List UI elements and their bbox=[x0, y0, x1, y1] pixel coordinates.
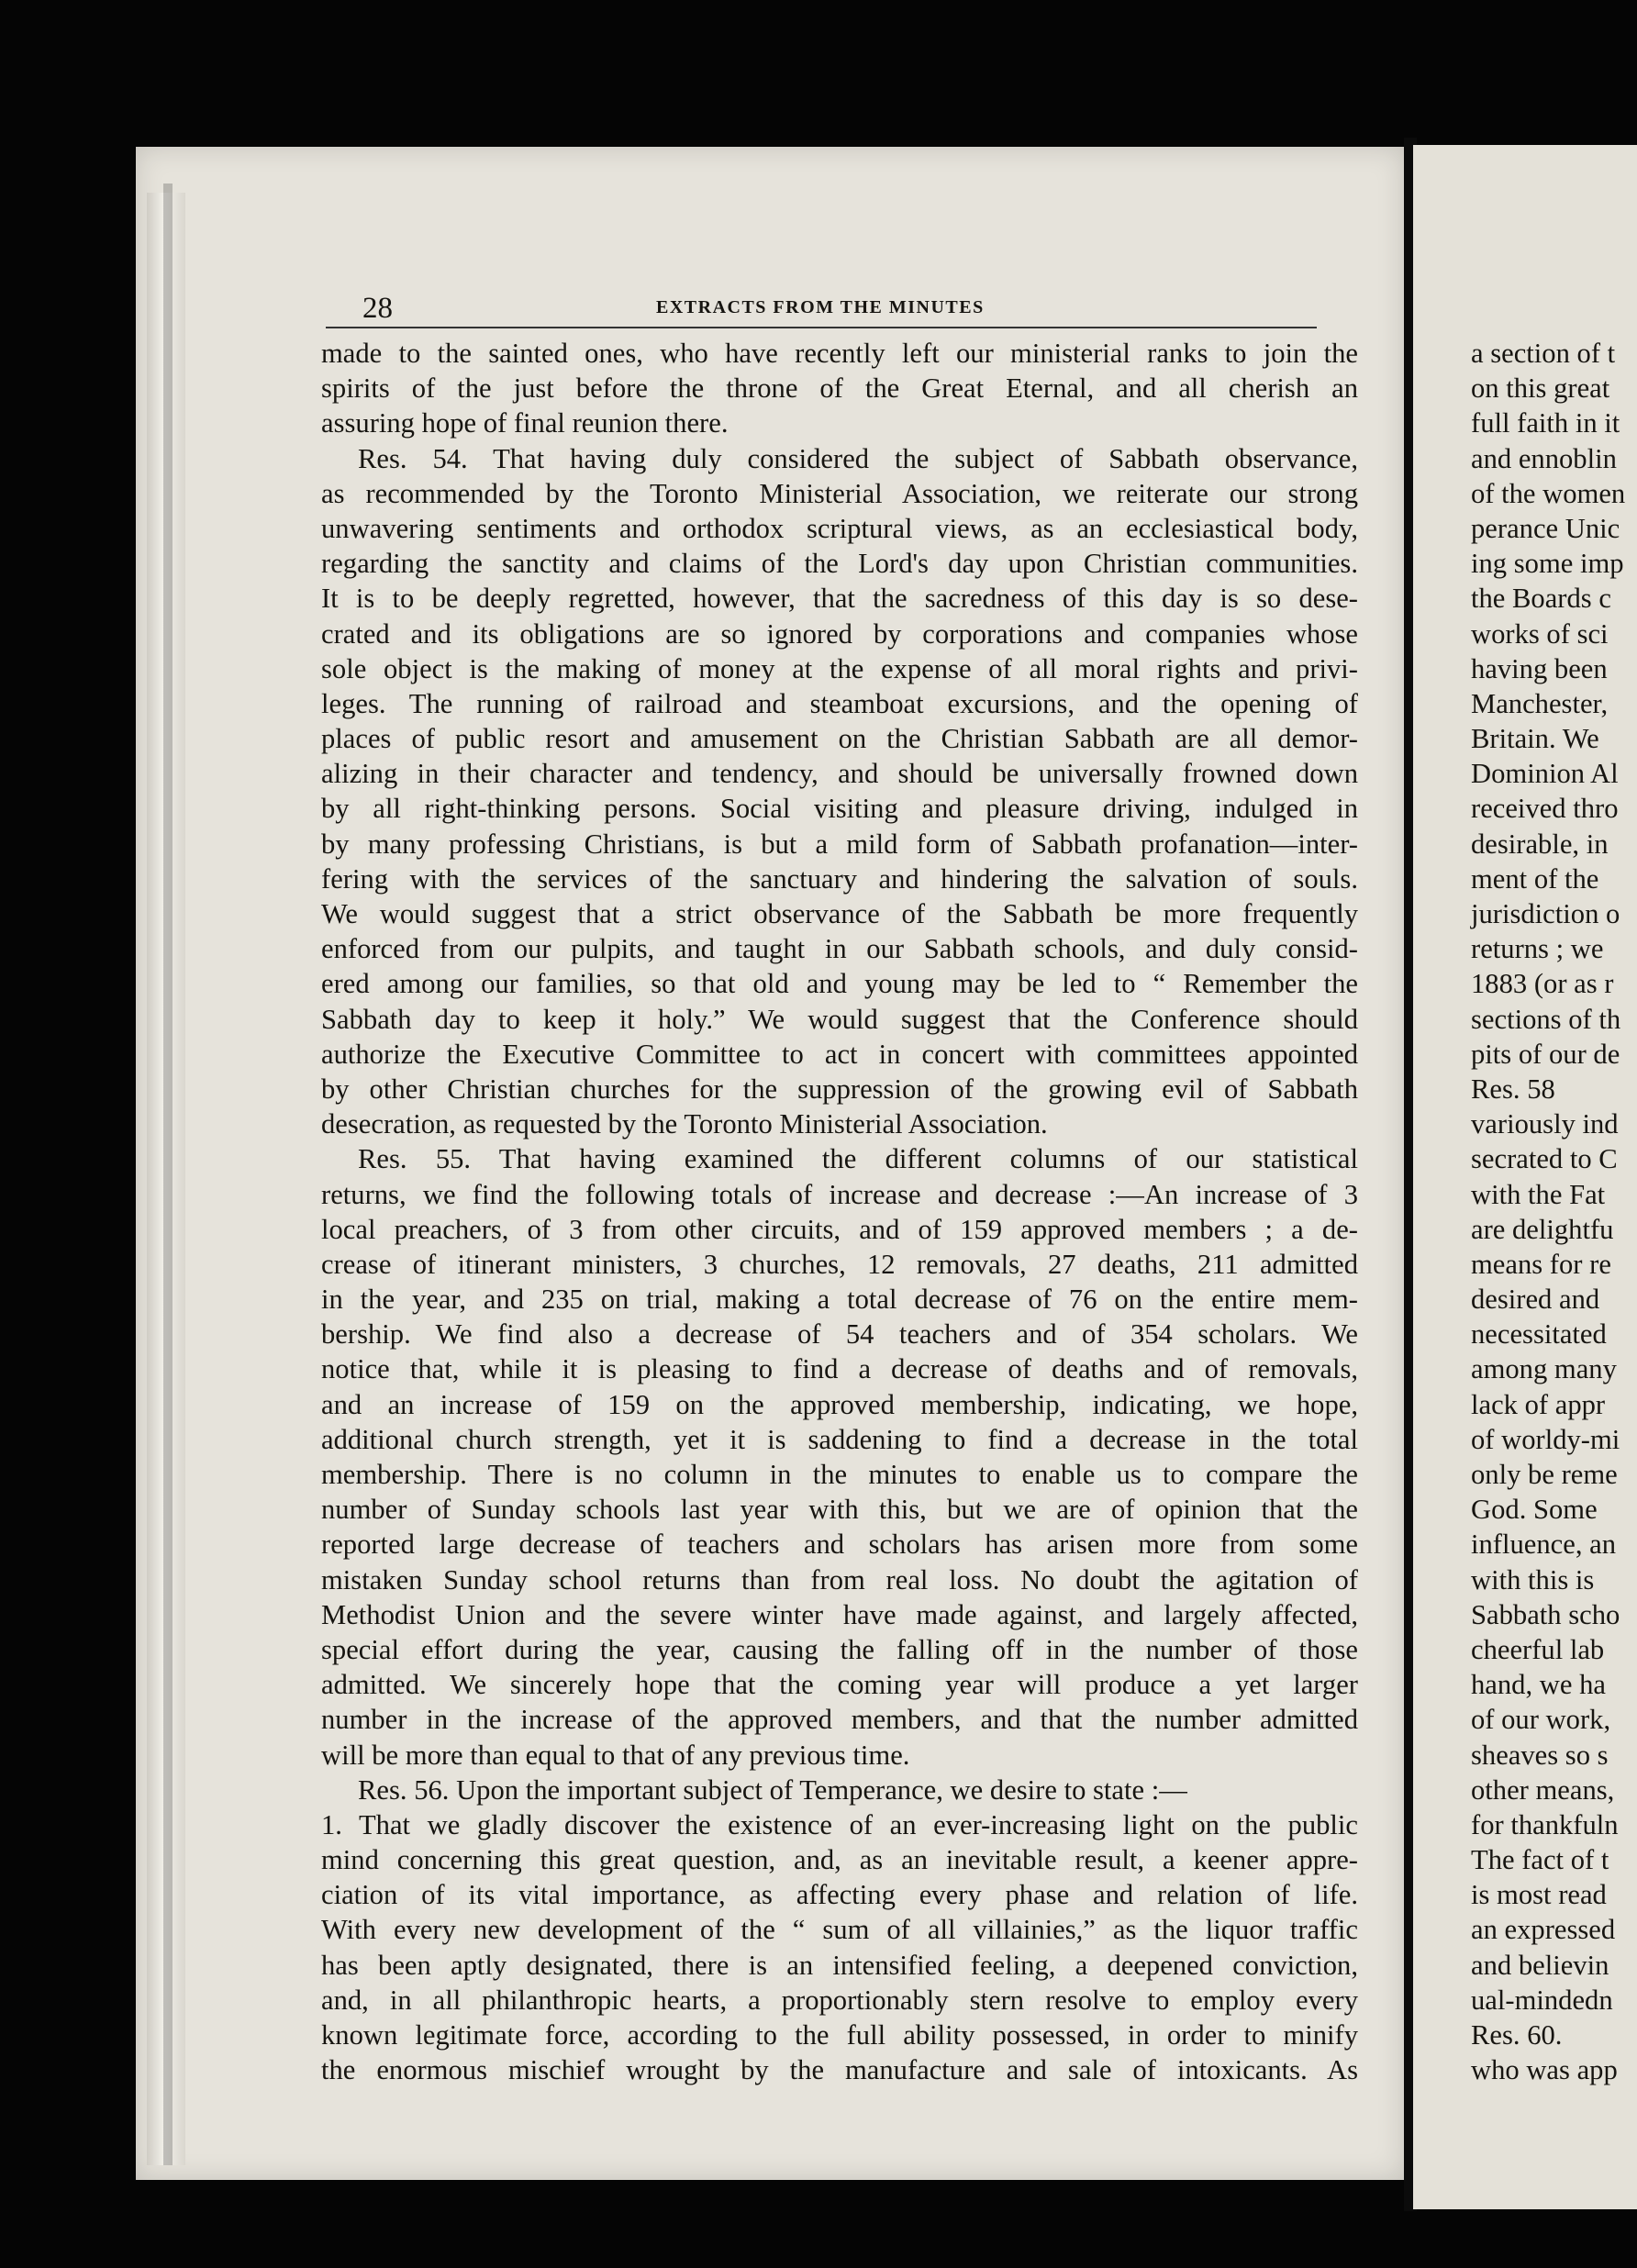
text-line: as recommended by the Toronto Ministerial Association, we reiterate our strong bbox=[321, 477, 1358, 509]
text-line: spirits of the just before the throne of the Great Eternal, and all cherish an bbox=[321, 372, 1358, 405]
right-text-line: Sabbath scho bbox=[1471, 1598, 1620, 1630]
text-line: number in the increase of the approved members, and that the number admitted bbox=[321, 1704, 1358, 1736]
text-line: With every new development of the “ sum of all villainies,” as the liquor traffic bbox=[321, 1914, 1358, 1946]
text-line: alizing in their character and tendency, and should be universally frowned down bbox=[321, 758, 1358, 790]
right-text-line: are delightfu bbox=[1471, 1213, 1614, 1245]
main-text-column bbox=[321, 336, 1358, 2087]
right-text-line: returns ; we bbox=[1471, 933, 1604, 965]
text-line: fering with the services of the sanctuary and hindering the salvation of souls. bbox=[321, 862, 1358, 895]
text-line: additional church strength, yet it is saddening to find a decrease in the total bbox=[321, 1423, 1358, 1455]
text-line: and, in all philanthropic hearts, a proportionably stern resolve to employ every bbox=[321, 1984, 1358, 2016]
right-text-line: other means, bbox=[1471, 1773, 1615, 1806]
right-text-line: variously ind bbox=[1471, 1108, 1619, 1140]
text-line: in the year, and 235 on trial, making a total decrease of 76 on the entire mem- bbox=[321, 1284, 1358, 1316]
right-text-line: is most read bbox=[1471, 1879, 1607, 1911]
text-line: assuring hope of final reunion there. bbox=[321, 407, 729, 439]
text-line: enforced from our pulpits, and taught in our Sabbath schools, and duly consid- bbox=[321, 933, 1358, 965]
right-text-line: God. Some bbox=[1471, 1494, 1598, 1526]
binding-shadow bbox=[163, 183, 173, 2165]
right-text-line: for thankfuln bbox=[1471, 1808, 1619, 1840]
right-text-line: on this great bbox=[1471, 372, 1610, 405]
right-text-line: pits of our de bbox=[1471, 1038, 1620, 1070]
right-text-line: received thro bbox=[1471, 793, 1619, 825]
right-text-line: lack of appr bbox=[1471, 1388, 1606, 1420]
page-header bbox=[362, 292, 1317, 328]
right-text-line: jurisdiction o bbox=[1471, 898, 1620, 929]
right-text-line: secrated to C bbox=[1471, 1143, 1618, 1175]
text-line: authorize the Executive Committee to act in concert with committees appointed bbox=[321, 1038, 1358, 1070]
right-text-line: cheerful lab bbox=[1471, 1633, 1605, 1665]
right-text-line: means for re bbox=[1471, 1248, 1611, 1280]
right-text-line: desired and bbox=[1471, 1284, 1600, 1316]
right-text-line: an expressed bbox=[1471, 1914, 1616, 1946]
right-text-line: who was app bbox=[1471, 2054, 1618, 2086]
header-rule bbox=[326, 327, 1317, 328]
text-line: reported large decrease of teachers and scholars has arisen more from some bbox=[321, 1529, 1358, 1561]
right-text-line: of worldy-mi bbox=[1471, 1423, 1620, 1455]
text-line: ciation of its vital importance, as affecting every phase and relation of life. bbox=[321, 1879, 1358, 1911]
right-text-line: of the women bbox=[1471, 477, 1626, 509]
text-line: Sabbath day to keep it holy.” We would suggest that the Conference should bbox=[321, 1003, 1358, 1035]
text-line: and an increase of 159 on the approved membership, indicating, we hope, bbox=[321, 1388, 1358, 1420]
text-line: will be more than equal to that of any previous time. bbox=[321, 1739, 910, 1771]
right-text-line: Britain. We bbox=[1471, 723, 1599, 755]
right-text-line: a section of t bbox=[1471, 338, 1616, 369]
right-text-line: ing some imp bbox=[1471, 548, 1624, 580]
right-text-line: ment of the bbox=[1471, 862, 1599, 895]
text-line: returns, we find the following totals of increase and decrease :—An increase of 3 bbox=[321, 1178, 1358, 1210]
text-line: by other Christian churches for the suppression of the growing evil of Sabbath bbox=[321, 1073, 1358, 1105]
right-text-line: and ennoblin bbox=[1471, 442, 1617, 474]
right-text-line: sections of th bbox=[1471, 1003, 1621, 1035]
right-text-line: hand, we ha bbox=[1471, 1669, 1606, 1701]
right-text-line: Res. 58 bbox=[1471, 1073, 1555, 1105]
right-text-line: Manchester, bbox=[1471, 687, 1609, 719]
text-line: Methodist Union and the severe winter have made against, and largely affected, bbox=[321, 1598, 1358, 1630]
text-line: regarding the sanctity and claims of the Lord's day upon Christian communities. bbox=[321, 548, 1358, 580]
right-text-line: sheaves so s bbox=[1471, 1739, 1609, 1771]
running-head: EXTRACTS FROM THE MINUTES bbox=[656, 297, 985, 317]
text-line: has been aptly designated, there is an intensified feeling, a deepened conviction, bbox=[321, 1949, 1358, 1981]
text-line: special effort during the year, causing the falling off in the number of those bbox=[321, 1633, 1358, 1665]
right-text-line: among many bbox=[1471, 1353, 1617, 1385]
text-line: 1. That we gladly discover the existence of an ever-increasing light on the public bbox=[321, 1808, 1358, 1840]
text-line: by many professing Christians, is but a mild form of Sabbath profanation—inter- bbox=[321, 828, 1358, 860]
text-line: mind concerning this great question, and, as an inevitable result, a keener appre- bbox=[321, 1844, 1358, 1876]
right-text-line: perance Unic bbox=[1471, 512, 1620, 544]
text-line: membership. There is no column in the minutes to enable us to compare the bbox=[321, 1459, 1358, 1490]
right-text-line: the Boards c bbox=[1471, 583, 1611, 615]
right-text-line: ual-mindedn bbox=[1471, 1984, 1613, 2016]
right-text-line: necessitated bbox=[1471, 1318, 1607, 1351]
right-text-line: Dominion Al bbox=[1471, 758, 1619, 790]
right-text-line: 1883 (or as r bbox=[1471, 968, 1614, 1000]
text-line: sole object is the making of money at the expense of all moral rights and privi- bbox=[321, 652, 1358, 684]
right-text-line: only be reme bbox=[1471, 1459, 1618, 1490]
text-line: admitted. We sincerely hope that the coming year will produce a yet larger bbox=[321, 1669, 1358, 1701]
text-line: crated and its obligations are so ignored by corporations and companies whose bbox=[321, 617, 1358, 650]
text-line: We would suggest that a strict observance of the Sabbath be more frequently bbox=[321, 898, 1358, 929]
right-text-line: of our work, bbox=[1471, 1704, 1611, 1736]
text-line: unwavering sentiments and orthodox scriptural views, as an ecclesiastical body, bbox=[321, 512, 1358, 544]
text-line: It is to be deeply regretted, however, that the sacredness of this day is so dese- bbox=[321, 583, 1358, 615]
right-text-line: with this is bbox=[1471, 1563, 1595, 1595]
right-text-line: works of sci bbox=[1471, 617, 1609, 650]
right-text-line: influence, an bbox=[1471, 1529, 1616, 1561]
text-line: Res. 54. That having duly considered the subject of Sabbath observance, bbox=[358, 442, 1358, 474]
text-line: desecration, as requested by the Toronto Ministerial Association. bbox=[321, 1108, 1048, 1140]
right-text-line: having been bbox=[1471, 652, 1608, 684]
text-line: mistaken Sunday school returns than from real loss. No doubt the agitation of bbox=[321, 1563, 1358, 1595]
right-page-text-column bbox=[1471, 336, 1625, 2087]
text-line: ered among our families, so that old and young may be led to “ Remember the bbox=[321, 968, 1358, 1000]
right-text-line: The fact of t bbox=[1471, 1844, 1609, 1876]
text-line: number of Sunday schools last year with this, but we are of opinion that the bbox=[321, 1494, 1358, 1526]
text-line: notice that, while it is pleasing to find a decrease of deaths and of removals, bbox=[321, 1353, 1358, 1385]
page-number: 28 bbox=[362, 292, 393, 325]
text-line: made to the sainted ones, who have recently left our ministerial ranks to join the bbox=[321, 338, 1358, 369]
text-line: the enormous mischief wrought by the manufacture and sale of intoxicants. As bbox=[321, 2054, 1358, 2086]
text-line: local preachers, of 3 from other circuits, and of 159 approved members ; a de- bbox=[321, 1213, 1358, 1245]
text-line: known legitimate force, according to the full ability possessed, in order to minify bbox=[321, 2019, 1358, 2051]
right-text-line: full faith in it bbox=[1471, 407, 1620, 439]
right-text-line: desirable, in bbox=[1471, 828, 1609, 860]
text-line: places of public resort and amusement on the Christian Sabbath are all demor- bbox=[321, 723, 1358, 755]
right-text-line: Res. 60. bbox=[1471, 2019, 1563, 2051]
text-line: leges. The running of railroad and steamboat excursions, and the opening of bbox=[321, 687, 1358, 719]
text-line: Res. 55. That having examined the different columns of our statistical bbox=[358, 1143, 1358, 1175]
text-line: by all right-thinking persons. Social visiting and pleasure driving, indulged in bbox=[321, 793, 1358, 825]
right-text-line: and believin bbox=[1471, 1949, 1609, 1981]
right-text-line: with the Fat bbox=[1471, 1178, 1606, 1210]
text-line: bership. We find also a decrease of 54 teachers and of 354 scholars. We bbox=[321, 1318, 1358, 1351]
text-line: crease of itinerant ministers, 3 churches, 12 removals, 27 deaths, 211 admitted bbox=[321, 1248, 1358, 1280]
text-line: Res. 56. Upon the important subject of Temperance, we desire to state :— bbox=[358, 1773, 1187, 1806]
